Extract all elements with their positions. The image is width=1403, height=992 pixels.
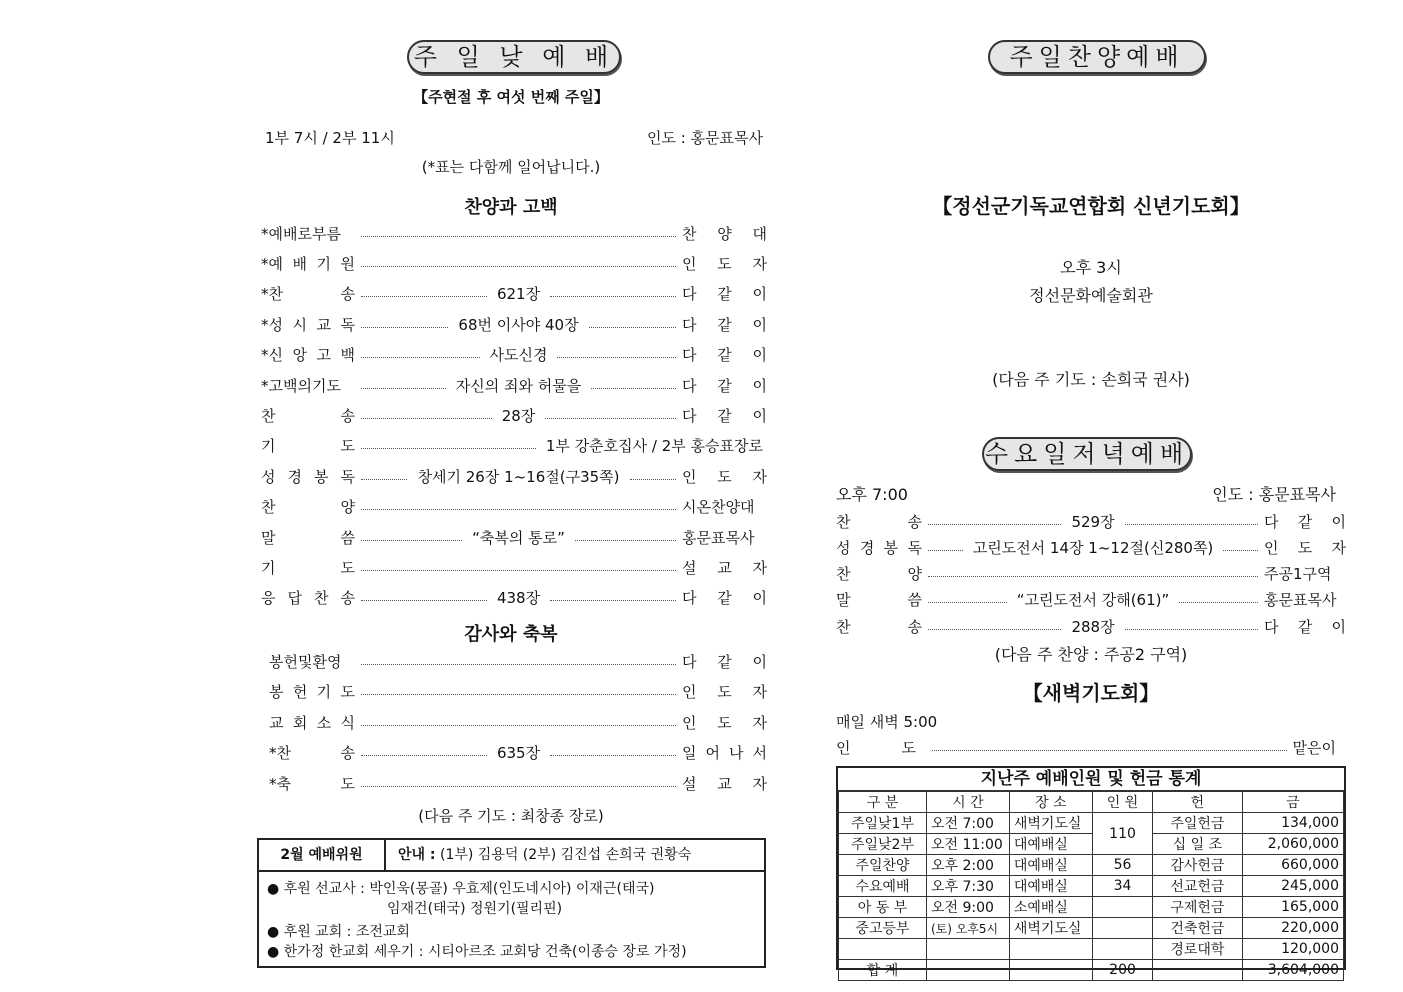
guide-label: 안내 : (398, 847, 436, 863)
stats-cell: 오전 9:00 (926, 897, 1009, 918)
order-row (255, 374, 767, 396)
stats-cell: 새벽기도실 (1009, 918, 1092, 939)
stats-row (839, 834, 1344, 855)
order-label: 기 도 (261, 437, 355, 456)
order-row (255, 283, 767, 305)
order-row (255, 222, 767, 244)
stats-cell: 245,000 (1242, 876, 1343, 897)
order-person: 일 어 나 서 (682, 744, 767, 762)
order-person: 찬 양 대 (682, 224, 767, 243)
order-row (255, 404, 767, 426)
order-label: 말 씀 (261, 528, 355, 547)
dawn-label: 인 도 (836, 738, 916, 757)
order-content: 438장 (496, 589, 541, 608)
dot-leader (550, 296, 676, 297)
order-person: 시온찬양대 (682, 498, 755, 517)
stats-cell: 3,604,000 (1242, 960, 1343, 981)
stats-box (836, 766, 1346, 979)
stats-cell: 십 일 조 (1153, 834, 1243, 855)
order-content: 621장 (496, 285, 541, 304)
order-content: “고린도전서 강해(61)” (1016, 591, 1170, 610)
order-row (836, 615, 1346, 637)
stats-row (839, 813, 1344, 834)
order-label: 찬 송 (836, 617, 922, 636)
stats-cell (926, 960, 1009, 981)
stats-cell: 중고등부 (839, 918, 927, 939)
sunday-next-prayer: (다음 주 기도 : 최창종 장로) (418, 807, 604, 825)
dot-leader (928, 602, 1007, 603)
stats-cell: 수요예배 (839, 876, 927, 897)
order-person: 홍문표목사 (1264, 591, 1337, 610)
dot-leader (361, 570, 676, 571)
wednesday-next-praise: (다음 주 찬양 : 주공2 구역) (994, 645, 1188, 664)
order-person: 다 같 이 (1264, 617, 1346, 636)
order-row (255, 435, 767, 457)
stats-header: 장 소 (1009, 792, 1092, 813)
stats-cell: 구제헌금 (1153, 897, 1243, 918)
order-label: 응 답 찬 송 (261, 589, 355, 608)
order-label: 말 씀 (836, 591, 922, 610)
stats-header: 구 분 (839, 792, 927, 813)
order-row (836, 510, 1346, 532)
stats-cell: 감사헌금 (1153, 855, 1243, 876)
order-label: 찬 송 (261, 406, 355, 425)
stats-cell: 34 (1093, 876, 1153, 897)
missionary-line: ● 후원 선교사 : 박인욱(몽골) 우효제(인도네시아) 이재근(태국) (267, 881, 655, 897)
stats-cell: 합 계 (839, 960, 927, 981)
order-person: 다 같 이 (682, 652, 767, 671)
dot-leader (361, 418, 492, 419)
praise-time: 오후 3시 (1060, 258, 1122, 277)
stats-cell: 대예배실 (1009, 876, 1092, 897)
support-church: ● 후원 교회 : 조전교회 (267, 924, 410, 940)
dot-leader (361, 725, 676, 726)
order-label: 성 경 봉 독 (261, 467, 355, 486)
order-person: 다 같 이 (682, 315, 768, 334)
stats-cell: 대예배실 (1009, 855, 1092, 876)
order-person: 설 교 자 (682, 558, 767, 577)
stats-cell: 선교헌금 (1153, 876, 1243, 897)
dot-leader (557, 357, 676, 358)
wednesday-leader: 인도 : 홍문표목사 (1212, 485, 1336, 504)
stats-cell: 134,000 (1242, 813, 1343, 834)
order-row (255, 742, 767, 764)
order-label: *축 도 (269, 774, 355, 793)
committee-label: 2월 예배위원 (259, 840, 386, 872)
stats-header: 인 원 (1093, 792, 1153, 813)
order-row (255, 556, 767, 578)
order-content: 288장 (1071, 617, 1115, 636)
guide-names: (1부) 김용덕 (2부) 김진섭 손희국 권황숙 (439, 847, 692, 863)
stats-cell: 새벽기도실 (1009, 813, 1092, 834)
stats-row (839, 855, 1344, 876)
dot-leader (361, 357, 480, 358)
dot-leader (575, 540, 676, 541)
missionary-line-2: 임재건(태국) 정원기(필리핀) (387, 901, 563, 917)
order-row (255, 465, 767, 487)
sunday-subtitle: 【주현절 후 여섯 번째 주일】 (413, 88, 609, 106)
order-label: 봉헌및환영 (269, 652, 342, 671)
order-label: *성 시 교 독 (261, 315, 355, 334)
order-row (255, 711, 767, 733)
dot-leader (361, 388, 446, 389)
dot-leader (1223, 550, 1258, 551)
sunday-times: 1부 7시 / 2부 11시 (265, 129, 395, 147)
stats-cell (1009, 939, 1092, 960)
stats-header: 헌 (1153, 792, 1243, 813)
stats-row (839, 960, 1344, 981)
sunday-leader: 인도 : 홍문표목사 (646, 129, 763, 147)
order-content: 635장 (496, 744, 541, 762)
order-content: 창세기 26장 1~16절(구35쪽) (417, 467, 620, 486)
order-row (255, 526, 767, 548)
order-person: 설 교 자 (682, 774, 767, 793)
order-content: 자신의 죄와 허물을 (455, 376, 582, 395)
stats-cell: 대예배실 (1009, 834, 1092, 855)
dot-leader (591, 388, 676, 389)
dot-leader (928, 629, 1061, 630)
dawn-right: 맡은이 (1292, 738, 1336, 757)
order-label: 찬 송 (836, 512, 922, 531)
stats-cell (1093, 918, 1153, 939)
order-person: 다 같 이 (682, 346, 767, 365)
stats-cell (926, 939, 1009, 960)
order-person: 홍문표목사 (682, 528, 755, 547)
committee-guide (386, 840, 764, 872)
dot-leader (928, 550, 963, 551)
order-person: 다 같 이 (682, 589, 767, 608)
order-person: 인 도 자 (682, 713, 767, 732)
order-label: *예 배 기 원 (261, 254, 355, 273)
stats-cell: 660,000 (1242, 855, 1343, 876)
stats-cell: 110 (1093, 813, 1153, 855)
stats-cell: 56 (1093, 855, 1153, 876)
praise-place: 정선문화예술회관 (1029, 286, 1153, 305)
stats-cell: 오전 11:00 (926, 834, 1009, 855)
stats-title: 지난주 예배인원 및 헌금 통계 (838, 768, 1344, 791)
dot-leader (361, 448, 536, 449)
order-label: 성 경 봉 독 (836, 538, 922, 557)
order-label: *찬 송 (269, 744, 355, 762)
order-row (836, 563, 1346, 585)
stats-cell: 주일찬양 (839, 855, 927, 876)
stats-cell: 120,000 (1242, 939, 1343, 960)
dot-leader (361, 509, 676, 510)
order-content: 68번 이사야 40장 (458, 315, 579, 334)
order-row (836, 589, 1346, 611)
order-person: 인 도 자 (682, 683, 767, 701)
dot-leader (361, 786, 676, 787)
stats-cell: (토) 오후5시 (926, 918, 1009, 939)
stats-cell (1093, 939, 1153, 960)
dawn-title: 【새벽기도회】 (1022, 681, 1160, 705)
dot-leader (589, 327, 676, 328)
dot-leader (361, 694, 676, 695)
stats-cell: 200 (1093, 960, 1153, 981)
order-label: 봉 헌 기 도 (269, 683, 355, 701)
order-content: 1부 강춘호집사 / 2부 홍승표장로 (545, 437, 763, 456)
dot-leader (932, 750, 1287, 751)
order-label: *신 앙 고 백 (261, 346, 355, 365)
stats-cell: 오후 2:00 (926, 855, 1009, 876)
order-row (255, 496, 767, 518)
order-row (255, 252, 767, 274)
stats-cell: 경로대학 (1153, 939, 1243, 960)
order-person: 인 도 자 (682, 467, 768, 486)
order-label: *고백의기도 (261, 376, 341, 395)
dot-leader (550, 600, 676, 601)
dot-leader (1179, 602, 1258, 603)
order-content: 사도신경 (489, 346, 548, 365)
order-person: 다 같 이 (682, 285, 767, 304)
committee-box (257, 838, 766, 968)
order-content: 28장 (501, 406, 536, 425)
stats-cell: 주일헌금 (1153, 813, 1243, 834)
praise-event: 【정선군기독교연합회 신년기도회】 (932, 194, 1250, 218)
dot-leader (1125, 524, 1258, 525)
section-praise-confession: 찬양과 고백 (464, 197, 558, 218)
order-content: 고린도전서 14장 1~12절(신280쪽) (972, 538, 1214, 557)
stats-header-row (839, 792, 1344, 813)
stats-cell: 건축헌금 (1153, 918, 1243, 939)
stats-cell: 오후 7:30 (926, 876, 1009, 897)
sunday-note: (*표는 다함께 일어납니다.) (421, 158, 601, 176)
dot-leader (361, 236, 676, 237)
dot-leader (361, 755, 487, 756)
stats-cell (839, 939, 927, 960)
praise-next-prayer: (다음 주 기도 : 손희국 권사) (992, 370, 1190, 389)
order-person: 다 같 이 (682, 406, 768, 425)
order-label: *예배로부름 (261, 224, 341, 243)
wednesday-time: 오후 7:00 (836, 485, 908, 504)
stats-cell: 2,060,000 (1242, 834, 1343, 855)
stats-row (839, 918, 1344, 939)
dot-leader (928, 524, 1061, 525)
order-row (255, 772, 767, 794)
stats-cell: 오전 7:00 (926, 813, 1009, 834)
order-person: 인 도 자 (682, 254, 767, 273)
dot-leader (361, 479, 407, 480)
praise-title: 주일찬양예배 (988, 40, 1206, 74)
stats-cell: 아 동 부 (839, 897, 927, 918)
family-church: ● 한가정 한교회 세우기 : 시티아르조 교회당 건축(이종승 장로 가정) (267, 944, 687, 960)
wednesday-title: 수요일저녁예배 (982, 437, 1192, 471)
stats-header: 시 간 (926, 792, 1009, 813)
dot-leader (1125, 629, 1258, 630)
stats-cell: 주일낮1부 (839, 813, 927, 834)
order-content: 529장 (1071, 512, 1115, 531)
order-row (255, 313, 767, 335)
dot-leader (361, 327, 448, 328)
order-person: 인 도 자 (1264, 538, 1347, 557)
stats-cell: 220,000 (1242, 918, 1343, 939)
stats-cell: 소예배실 (1009, 897, 1092, 918)
dot-leader (545, 418, 676, 419)
dawn-time: 매일 새벽 5:00 (836, 713, 938, 731)
sunday-title: 주 일 낮 예 배 (407, 40, 621, 74)
dot-leader (630, 479, 676, 480)
stats-row (839, 897, 1344, 918)
order-label: 찬 양 (261, 498, 355, 517)
dot-leader (361, 664, 676, 665)
stats-row (839, 939, 1344, 960)
section-thanks-blessing: 감사와 축복 (464, 624, 558, 645)
order-row (255, 587, 767, 609)
stats-cell (1009, 960, 1092, 981)
order-row (255, 650, 767, 672)
dot-leader (361, 266, 676, 267)
stats-row (839, 876, 1344, 897)
order-label: 기 도 (261, 558, 355, 577)
dot-leader (361, 296, 487, 297)
order-person: 주공1구역 (1264, 565, 1332, 584)
order-label: 찬 양 (836, 565, 922, 584)
order-row (255, 681, 767, 703)
stats-cell: 주일낮2부 (839, 834, 927, 855)
stats-cell (1153, 960, 1243, 981)
dot-leader (550, 755, 676, 756)
dawn-row (836, 736, 1346, 758)
dot-leader (361, 600, 487, 601)
stats-cell: 165,000 (1242, 897, 1343, 918)
dot-leader (928, 576, 1258, 577)
order-label: *찬 송 (261, 285, 355, 304)
stats-header: 금 (1242, 792, 1343, 813)
order-person: 다 같 이 (1264, 512, 1346, 531)
stats-table (838, 791, 1344, 981)
dot-leader (361, 540, 462, 541)
stats-cell (1093, 897, 1153, 918)
order-content: “축복의 통로” (472, 528, 565, 547)
order-person: 다 같 이 (682, 376, 767, 395)
order-row (836, 536, 1346, 558)
order-row (255, 344, 767, 366)
order-label: 교 회 소 식 (269, 713, 355, 732)
